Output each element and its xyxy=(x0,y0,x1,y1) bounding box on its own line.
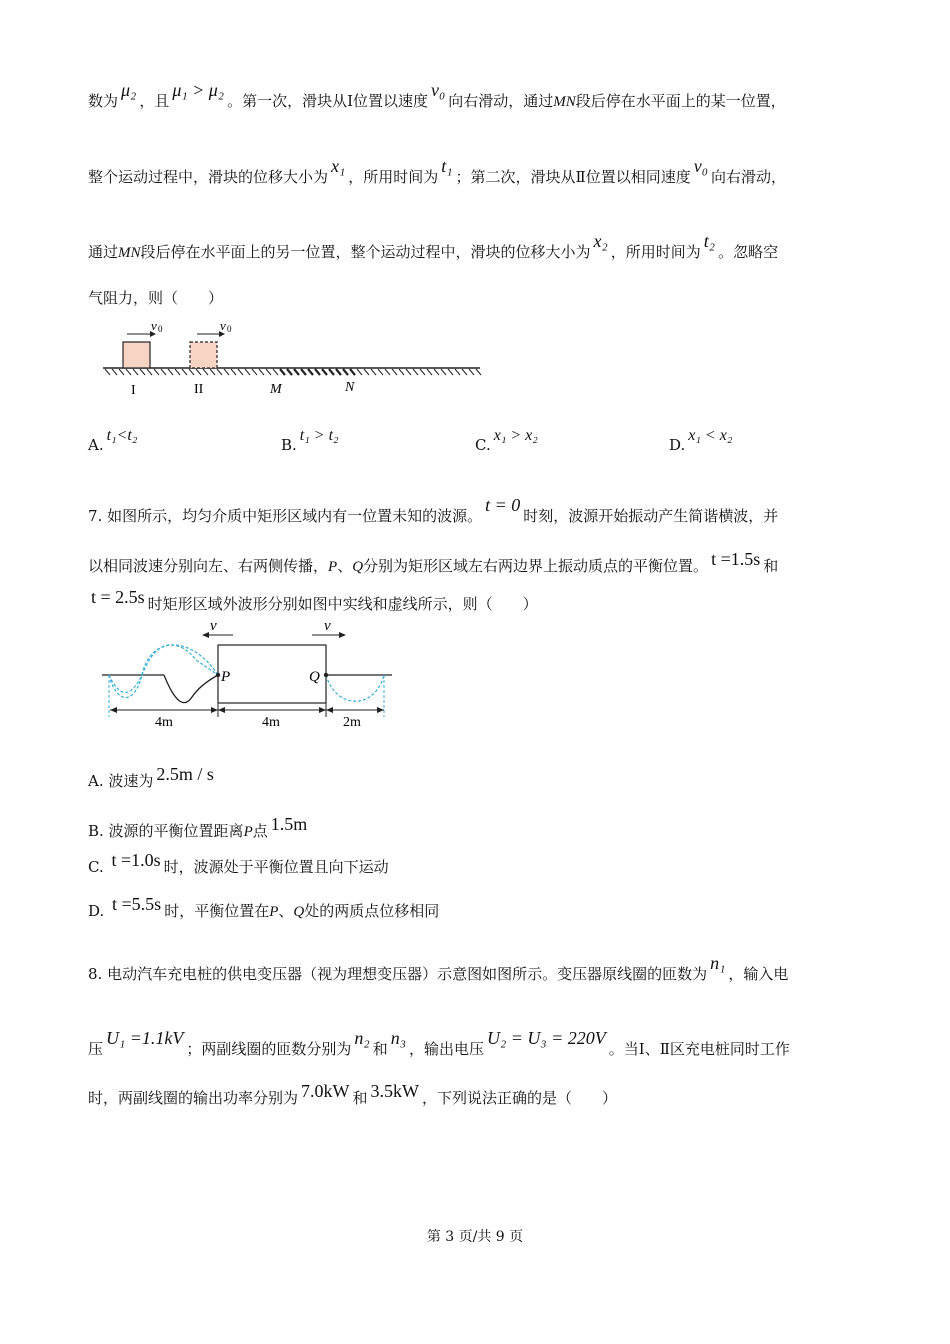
option-expr: x₁ > x₂ xyxy=(493,427,538,444)
math-quantity: t =5.5s xyxy=(112,894,162,914)
ground-hatch xyxy=(203,369,208,375)
option-c[interactable] xyxy=(475,427,541,455)
svg-text:I: I xyxy=(131,383,136,398)
math-quantity: 3.5kW xyxy=(370,1081,420,1101)
ground-hatch xyxy=(105,369,110,375)
q7-line xyxy=(88,587,538,614)
ground-hatch xyxy=(392,369,397,375)
math-quantity: 2.5m / s xyxy=(156,764,214,784)
ground-hatch xyxy=(140,369,145,375)
ground-hatch xyxy=(217,369,222,375)
ground-hatch xyxy=(413,369,418,375)
rough-surface-hatch xyxy=(301,369,306,375)
ground-hatch xyxy=(154,369,159,375)
option-label: B. xyxy=(281,436,297,454)
text-run: 向右滑动，通过 xyxy=(448,92,554,110)
math-expr: μ₂ xyxy=(121,80,137,100)
rough-surface-hatch xyxy=(315,369,320,375)
option-a[interactable] xyxy=(88,427,140,455)
q8-line xyxy=(88,1081,618,1108)
ground-hatch xyxy=(126,369,131,375)
option-expr: t₁ > t₂ xyxy=(299,427,339,444)
ground-hatch xyxy=(112,369,117,375)
block-II xyxy=(190,342,217,368)
text-run: ，所用时间为 xyxy=(610,243,701,261)
rough-surface-hatch xyxy=(294,369,299,375)
ground-hatch xyxy=(259,369,264,375)
ground-hatch xyxy=(182,369,187,375)
text-run: 、 xyxy=(337,557,353,575)
rough-surface-hatch xyxy=(322,369,327,375)
math-expr: n₃ xyxy=(390,1028,406,1048)
q8-line xyxy=(88,1028,790,1059)
svg-text:M: M xyxy=(270,382,282,397)
math-symbol: Q xyxy=(293,904,305,920)
math-expr: x₂ xyxy=(593,231,608,251)
wave-figure xyxy=(100,615,400,735)
rough-surface-hatch xyxy=(280,369,285,375)
left-velocity-arrow-icon xyxy=(202,632,233,638)
text-run: 以相同波速分别向左、右两侧传播， xyxy=(88,557,329,575)
text-run: 时，平衡位置在 xyxy=(164,902,270,920)
svg-text:P: P xyxy=(221,669,231,685)
text-run: 段后停在水平面上的另一位置，整个运动过程中，滑块的位移大小为 xyxy=(140,243,591,261)
svg-text:II: II xyxy=(194,382,204,397)
ground-hatch xyxy=(406,369,411,375)
ground-hatch xyxy=(371,369,376,375)
svg-text:0: 0 xyxy=(158,324,163,334)
ground-hatch xyxy=(266,369,271,375)
text-run: 7. 如图所示，均匀介质中矩形区域内有一位置未知的波源。 xyxy=(88,507,483,525)
option-d[interactable] xyxy=(669,427,735,455)
text-run: ，输入电 xyxy=(728,965,789,983)
ground-hatch xyxy=(252,369,257,375)
q6-line xyxy=(88,288,223,308)
text-run: A. 波速为 xyxy=(88,772,154,790)
text-run: 。当Ⅰ、Ⅱ区充电桩同时工作 xyxy=(608,1040,790,1058)
math-quantity: t =1.0s xyxy=(111,850,161,870)
option-c[interactable] xyxy=(88,850,389,877)
math-expr: n₁ xyxy=(710,953,726,973)
ground-hatch xyxy=(175,369,180,375)
math-expr: t₁ xyxy=(441,156,453,176)
sliding-block-figure xyxy=(95,312,485,402)
ground-hatch xyxy=(210,369,215,375)
ground-hatch xyxy=(224,369,229,375)
ground-hatch xyxy=(119,369,124,375)
text-run: 整个运动过程中，滑块的位移大小为 xyxy=(88,168,329,186)
text-run: 和 xyxy=(352,1089,368,1107)
option-label: C. xyxy=(475,436,491,454)
text-run: 。忽略空 xyxy=(718,243,779,261)
q6-line xyxy=(88,156,787,187)
ground-hatch xyxy=(420,369,425,375)
text-run: 向右滑动， xyxy=(711,168,787,186)
math-quantity: t =1.5s xyxy=(711,549,761,569)
text-run: 。第一次，滑块从Ⅰ位置以速度 xyxy=(227,92,428,110)
svg-text:Q: Q xyxy=(309,669,320,685)
math-symbol: MN xyxy=(553,94,576,110)
text-run: 处的两质点位移相同 xyxy=(304,902,440,920)
ground-hatch xyxy=(448,369,453,375)
math-symbol: P xyxy=(269,904,279,920)
text-run: 、 xyxy=(278,902,294,920)
option-expr: t₁<t₂ xyxy=(106,427,138,444)
ground-hatch xyxy=(399,369,404,375)
q6-line xyxy=(88,80,786,112)
math-expr: t₂ xyxy=(703,231,716,251)
text-run: C. xyxy=(88,858,109,876)
math-expr: t = 0 xyxy=(485,495,521,515)
math-expr: U₂ = U₃ = 220V xyxy=(486,1028,606,1048)
svg-text:4m: 4m xyxy=(155,715,173,730)
ground-hatch xyxy=(231,369,236,375)
math-quantity: 7.0kW xyxy=(301,1081,350,1101)
text-run: D. xyxy=(88,902,110,920)
text-run: 时刻，波源开始振动产生简谐横波，并 xyxy=(523,507,779,525)
ground-hatch xyxy=(455,369,460,375)
ground-hatch xyxy=(364,369,369,375)
svg-text:v: v xyxy=(324,618,331,634)
rough-surface-hatch xyxy=(308,369,313,375)
q7-line xyxy=(88,549,779,577)
svg-text:v: v xyxy=(220,318,226,333)
text-run: 时矩形区域外波形分别如图中实线和虚线所示，则（ ） xyxy=(147,595,538,613)
math-expr: v₀ xyxy=(693,156,708,176)
ground-hatch xyxy=(434,369,439,375)
svg-text:N: N xyxy=(345,380,355,395)
page-footer: 第 3 页/共 9 页 xyxy=(426,1229,524,1245)
math-expr: U₁ =1.1kV xyxy=(106,1028,184,1048)
option-label: A. xyxy=(88,436,104,454)
ground-hatch xyxy=(245,369,250,375)
ground-hatch xyxy=(441,369,446,375)
ground-hatch xyxy=(189,369,194,375)
ground-hatch xyxy=(168,369,173,375)
text-run: 段后停在水平面上的某一位置， xyxy=(575,92,786,110)
svg-text:v: v xyxy=(210,618,217,634)
text-run: 数为 xyxy=(88,92,119,110)
math-quantity: 1.5m xyxy=(270,814,308,834)
text-run: 压 xyxy=(88,1040,104,1058)
ground-hatch xyxy=(385,369,390,375)
ground-hatch xyxy=(273,369,278,375)
option-label: D. xyxy=(669,436,686,454)
text-run: ，且 xyxy=(139,92,170,110)
text-run: ，下列说法正确的是（ ） xyxy=(422,1089,618,1107)
ground-hatch xyxy=(462,369,467,375)
ground-hatch xyxy=(378,369,383,375)
svg-text:v: v xyxy=(151,318,157,333)
text-run: 分别为矩形区域左右两边界上振动质点的平衡位置。 xyxy=(363,557,709,575)
svg-text:4m: 4m xyxy=(262,715,280,730)
text-run: 8. 电动汽车充电桩的供电变压器（视为理想变压器）示意图如图所示。变压器原线圈的匝数为 xyxy=(88,965,708,983)
math-expr: μ₁ > μ₂ xyxy=(172,80,225,100)
ground-hatch xyxy=(357,369,362,375)
option-d[interactable] xyxy=(88,894,440,922)
text-run: ；第二次，滑块从Ⅱ位置以相同速度 xyxy=(455,168,691,186)
q6-line xyxy=(88,231,779,263)
option-b[interactable] xyxy=(88,814,310,842)
ground-hatch xyxy=(238,369,243,375)
ground-hatch xyxy=(161,369,166,375)
ground-hatch xyxy=(147,369,152,375)
rough-surface-hatch xyxy=(350,369,355,375)
option-expr: x₁ < x₂ xyxy=(688,427,733,444)
option-b[interactable] xyxy=(281,427,342,455)
text-run: B. 波源的平衡位置距离 xyxy=(88,822,244,840)
text-run: 点 xyxy=(252,822,268,840)
math-expr: v₀ xyxy=(431,80,446,100)
math-symbol: MN xyxy=(118,245,141,261)
text-run: 时，波源处于平衡位置且向下运动 xyxy=(163,858,389,876)
text-run: ；两副线圈的匝数分别为 xyxy=(186,1040,352,1058)
rough-surface-hatch xyxy=(336,369,341,375)
q8-line xyxy=(88,953,789,984)
svg-text:2m: 2m xyxy=(343,715,361,730)
ground-hatch xyxy=(196,369,201,375)
rough-surface-hatch xyxy=(343,369,348,375)
svg-text:0: 0 xyxy=(227,324,232,334)
text-run: 和 xyxy=(763,557,779,575)
ground-hatch xyxy=(427,369,432,375)
option-a[interactable] xyxy=(88,764,217,791)
block-I xyxy=(123,342,150,368)
text-run: 时，两副线圈的输出功率分别为 xyxy=(88,1089,299,1107)
q7-line xyxy=(88,495,779,526)
ground-hatch xyxy=(133,369,138,375)
text-run: ，所用时间为 xyxy=(348,168,439,186)
math-quantity: t = 2.5s xyxy=(91,587,145,607)
text-run: 和 xyxy=(372,1040,388,1058)
math-expr: x₁ xyxy=(331,156,346,176)
text-run: 通过 xyxy=(88,243,119,261)
text-run: ，输出电压 xyxy=(408,1040,484,1058)
rough-surface-hatch xyxy=(287,369,292,375)
math-symbol: Q xyxy=(352,559,364,575)
math-expr: n₂ xyxy=(354,1028,370,1048)
ground-hatch xyxy=(476,369,481,375)
rough-surface-hatch xyxy=(329,369,334,375)
math-symbol: P xyxy=(243,824,253,840)
ground-hatch xyxy=(469,369,474,375)
text-run: 气阻力，则（ ） xyxy=(88,289,224,307)
math-symbol: P xyxy=(328,559,338,575)
